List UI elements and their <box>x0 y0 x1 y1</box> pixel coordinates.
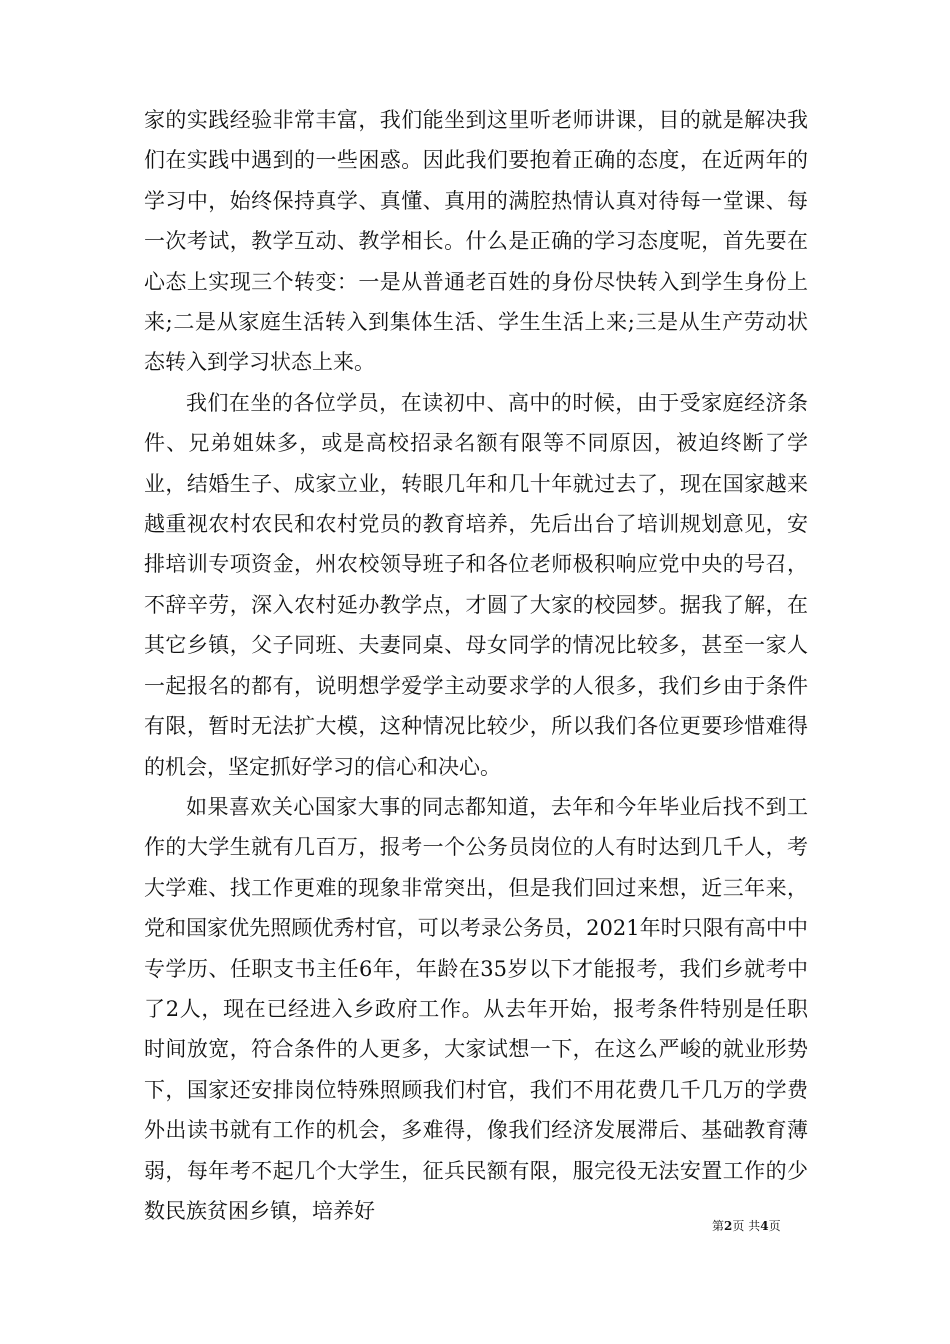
footer-middle: 页 共 <box>732 1219 761 1233</box>
paragraph-2: 我们在坐的各位学员，在读初中、高中的时候，由于受家庭经济条件、兄弟姐妹多，或是高校招录名额有限等不同原因，被迫终断了学业，结婚生子、成家立业，转眼几年和几十年就过去了，现在国家越来越重视农村农民和农村党员的教育培养，先后出台了培训规划意见，安排培训专项资金，州农校领导班子和各位老师极积响应党中央的号召，不辞辛劳，深入农村延办教学点，才圆了大家的校园梦。据我了解，在其它乡镇，父子同班、夫妻同桌、母女同学的情况比较多，甚至一家人一起报名的都有，说明想学爱学主动要求学的人很多，我们乡由于条件有限，暂时无法扩大模，这种情况比较少，所以我们各位更要珍惜难得的机会，坚定抓好学习的信心和决心。 <box>144 390 808 779</box>
footer-total-pages: 4 <box>760 1219 769 1233</box>
footer-suffix: 页 <box>768 1219 781 1233</box>
footer-current-page: 2 <box>724 1219 733 1233</box>
document-body <box>144 100 808 1231</box>
paragraph-3: 如果喜欢关心国家大事的同志都知道，去年和今年毕业后找不到工作的大学生就有几百万，报考一个公务员岗位的人有时达到几千人，考大学难、找工作更难的现象非常突出，但是我们回过来想，近三年来，党和国家优先照顾优秀村官，可以考录公务员，2021年时只限有高中中专学历、任职支书主任6年，年龄在35岁以下才能报考，我们乡就考中了2人，现在已经进入乡政府工作。从去年开始，报考条件特别是任职时间放宽，符合条件的人更多，大家试想一下，在这么严峻的就业形势下，国家还安排岗位特殊照顾我们村官，我们不用花费几千几万的学费外出读书就有工作的机会，多难得，像我们经济发展滞后、基础教育薄弱，每年考不起几个大学生，征兵民额有限，服完役无法安置工作的少数民族贫困乡镇，培养好 <box>144 794 808 1223</box>
page-footer <box>712 1218 822 1234</box>
paragraph-1: 家的实践经验非常丰富，我们能坐到这里听老师讲课，目的就是解决我们在实践中遇到的一些困惑。因此我们要抱着正确的态度，在近两年的学习中，始终保持真学、真懂、真用的满腔热情认真对待每一堂课、每一次考试，教学互动、教学相长。什么是正确的学习态度呢，首先要在心态上实现三个转变：一是从普通老百姓的身份尽快转入到学生身份上来;二是从家庭生活转入到集体生活、学生生活上来;三是从生产劳动状态转入到学习状态上来。 <box>144 108 808 375</box>
footer-prefix: 第 <box>712 1219 725 1233</box>
